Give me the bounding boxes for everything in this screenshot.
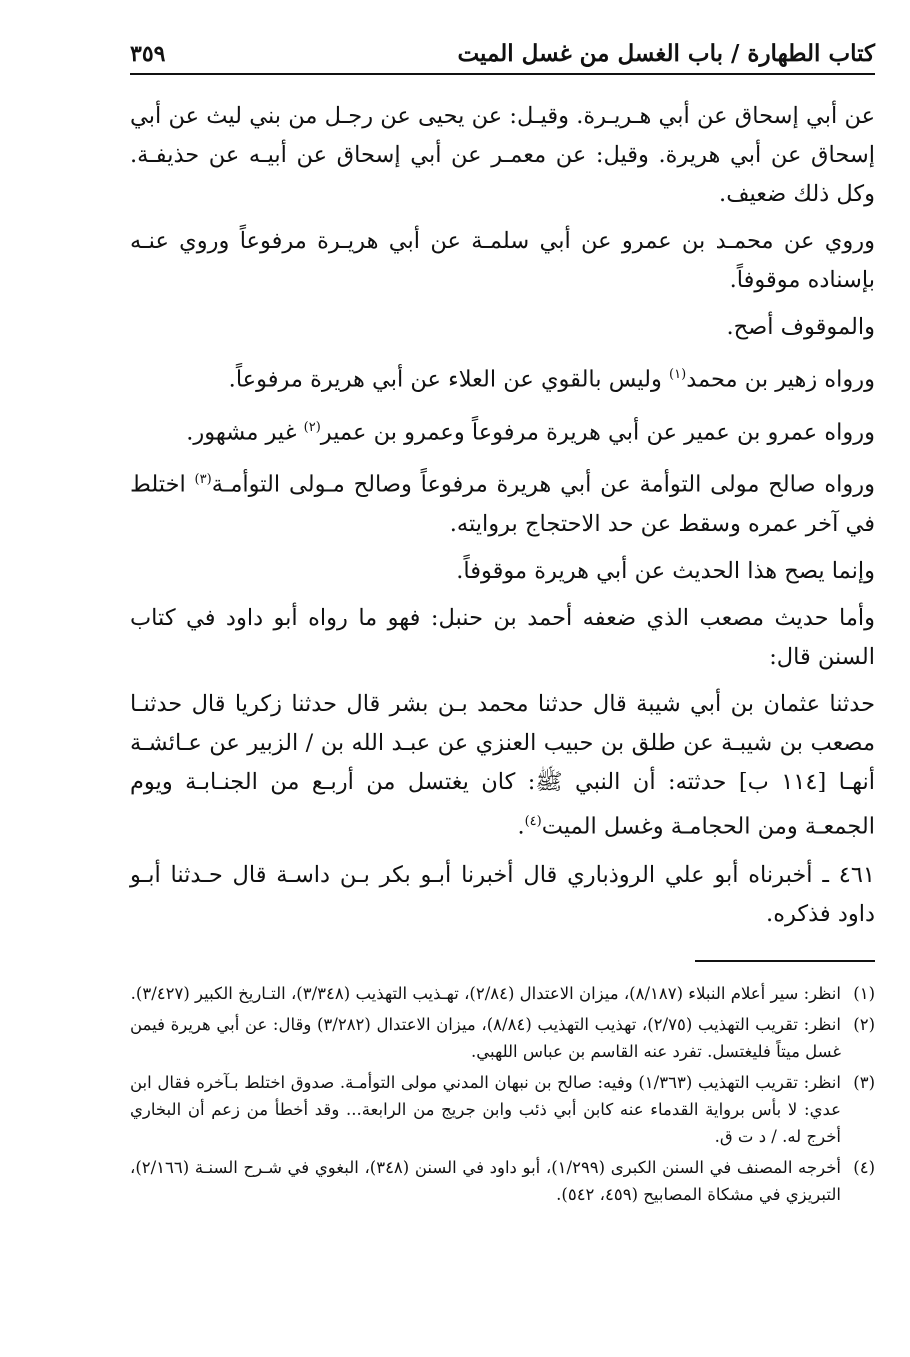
chapter-title: كتاب الطهارة / باب الغسل من غسل الميت (457, 40, 875, 67)
footnote-ref-2[interactable]: (٢) (303, 419, 321, 435)
paragraph-9-text-a: حدثنا عثمان بن أبي شيبة قال حدثنا محمد بـن بشر قال حدثنا زكريا قال حدثنـا مصعب بن شيبـة عن طلق بن حبيب العنزي عن عبـد الله بن / الزبير عن عـائشـة أنهـا [١١٤ ب] حدثته: أن النبي ﷺ: كان يغتسل من أربـع من الجنـابـة ويوم الجمعـة ومن الحجامـة وغسل الميت (130, 690, 875, 839)
paragraph-5-text-a: ورواه عمرو بن عمير عن أبي هريرة مرفوعاً وعمرو بن عمير (320, 419, 875, 445)
footnote-number: (٣) (853, 1073, 875, 1092)
paragraph-7: وإنما يصح هذا الحديث عن أبي هريرة موقوفاً. (456, 557, 875, 584)
footnote-text: انظر: سير أعلام النبلاء (٨/١٨٧)، ميزان الاعتدال (٢/٨٤)، تهـذيب التهذيب (٣/٣٤٨)، التـاريخ الكبير (٣/٤٢٧). (130, 984, 841, 1003)
paragraph-6-text-b: اختلط في آخر عمره وسقط عن حد الاحتجاج بروايته. (130, 471, 875, 537)
footnote-text: أخرجه المصنف في السنن الكبرى (١/٢٩٩)، أبو داود في السنن (٣٤٨)، البغوي في شـرح السنـة (٢/١٦٦)، التبريزي في مشكاة المصابيح (٤٥٩، ٥٤٢). (130, 1158, 841, 1204)
page-number: ٣٥٩ (130, 41, 166, 67)
paragraph-5 (130, 408, 875, 453)
paragraph-6-text-a: ورواه صالح مولى التوأمة عن أبي هريرة مرفوعاً وصالح مـولى التوأمـة (211, 471, 875, 498)
paragraph-2: وروي عن محمـد بن عمرو عن أبي سلمـة عن أبي هريـرة مرفوعاً وروي عنـه بإسناده موقوفاً. (130, 228, 875, 293)
paragraph-9 (130, 685, 875, 847)
paragraph-4 (130, 355, 875, 400)
footnotes (130, 980, 875, 1208)
paragraph-1: عن أبي إسحاق عن أبي هـريـرة. وقيـل: عن يحيى عن رجـل من بني ليث عن أبي إسحاق عن أبي هريرة. وقيل: عن معمـر عن أبي إسحاق عن أبيـه عن حذيفـة. وكل ذلك ضعيف. (130, 103, 875, 207)
footnote-divider (695, 960, 875, 962)
footnote-ref-1[interactable]: (١) (669, 367, 687, 382)
footnote-ref-4[interactable]: (٤) (524, 813, 542, 829)
footnote-3 (130, 1069, 875, 1150)
footnote-text: انظر: تقريب التهذيب (١/٣٦٣) وفيه: صالح بن نبهان المدني مولى التوأمـة. صدوق اختلط بـآخره فقال ابن عدي: لا بأس برواية القدماء عنه كابن أبي ذئب وابن جريج من الرابعة... وقد أخطأ من زعم أن البخاري أخرج له. / د ت ق. (130, 1073, 841, 1146)
paragraph-5-text-b: غير مشهور. (186, 419, 304, 445)
footnote-number: (٢) (853, 1015, 875, 1034)
paragraph-4-text-a: ورواه زهير بن محمد (686, 366, 875, 393)
footnote-number: (٤) (853, 1158, 875, 1177)
footnote-number: (١) (853, 984, 875, 1003)
footnote-1 (130, 980, 875, 1007)
footnote-4 (130, 1154, 875, 1208)
footnote-text: انظر: تقريب التهذيب (٢/٧٥)، تهذيب التهذيب (٨/٨٤)، ميزان الاعتدال (٣/٢٨٢) وقال: عن أبي هريرة فيمن غسل ميتاً فليغتسل. تفرد عنه القاسم بن عباس اللهبي. (130, 1015, 841, 1061)
running-head (130, 40, 875, 75)
footnote-2 (130, 1011, 875, 1065)
paragraph-10: ٤٦١ ـ أخبرناه أبو علي الروذباري قال أخبرنا أبـو بكر بـن داسـة قال حـدثنا أبـو داود فذكره. (130, 862, 875, 927)
paragraph-6 (130, 460, 875, 544)
paragraph-3: والموقوف أصح. (726, 314, 875, 340)
footnote-ref-3[interactable]: (٣) (194, 472, 212, 487)
paragraph-9-text-b: . (517, 813, 525, 839)
main-text (130, 97, 875, 934)
paragraph-8: وأما حديث مصعب الذي ضعفه أحمد بن حنبل: فهو ما رواه أبو داود في كتاب السنن قال: (130, 604, 875, 670)
book-page (130, 40, 875, 1212)
paragraph-4-text-b: وليس بالقوي عن العلاء عن أبي هريرة مرفوعاً. (228, 366, 670, 393)
